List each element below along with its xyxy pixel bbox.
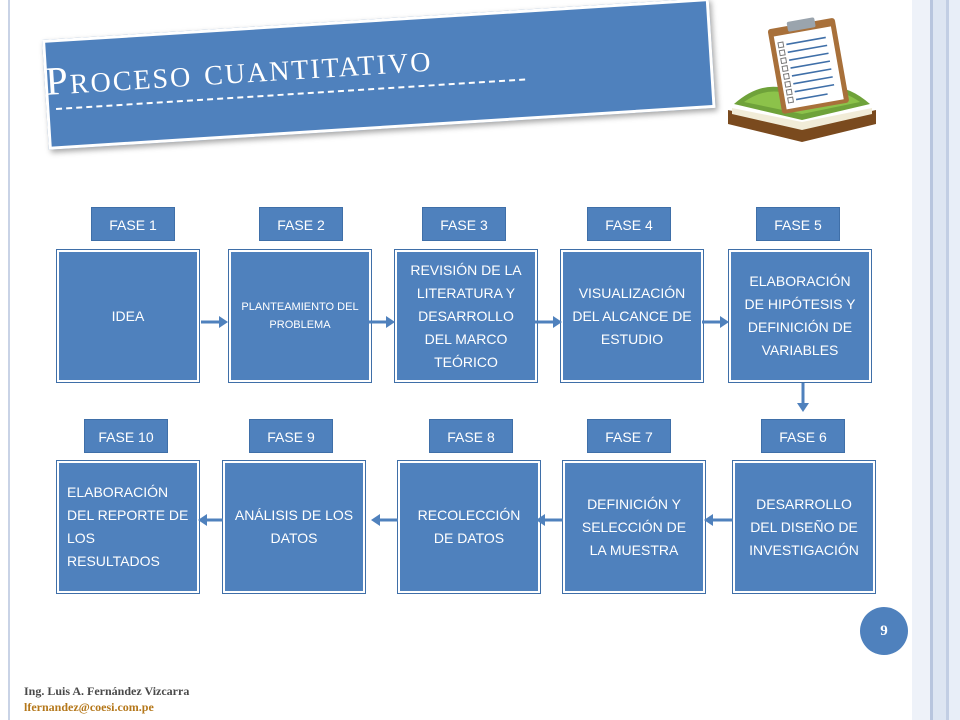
phase-box-8: RECOLECCIÓN DE DATOS: [398, 461, 540, 593]
phase-box-7: DEFINICIÓN Y SELECCIÓN DE LA MUESTRA: [563, 461, 705, 593]
phase-label-7: FASE 7: [587, 419, 671, 453]
footer: [24, 683, 189, 715]
phase-label-1: FASE 1: [91, 207, 175, 241]
arrow-right-1-2: [201, 314, 229, 330]
phase-box-1: IDEA: [57, 250, 199, 382]
arrow-down-5-6: [795, 383, 811, 413]
phase-label-9: FASE 9: [249, 419, 333, 453]
left-rule: [8, 0, 10, 720]
phase-label-4: FASE 4: [587, 207, 671, 241]
phase-box-10: ELABORACIÓN DEL REPORTE DE LOS RESULTADOS: [57, 461, 199, 593]
arrow-left-6-7: [703, 512, 733, 528]
arrow-right-4-5: [702, 314, 730, 330]
phase-label-8: FASE 8: [429, 419, 513, 453]
phase-box-4: VISUALIZACIÓN DEL ALCANCE DE ESTUDIO: [561, 250, 703, 382]
phase-label-10: FASE 10: [84, 419, 168, 453]
right-decoration: [912, 0, 960, 720]
arrow-left-7-8: [535, 512, 563, 528]
footer-author: Ing. Luis A. Fernández Vizcarra: [24, 684, 190, 698]
phase-box-2: PLANTEAMIENTO DEL PROBLEMA: [229, 250, 371, 382]
arrow-left-8-9: [370, 512, 398, 528]
book-clipboard-icon: [722, 14, 882, 152]
phase-box-6: DESARROLLO DEL DISEÑO DE INVESTIGACIÓN: [733, 461, 875, 593]
phase-label-3: FASE 3: [422, 207, 506, 241]
phase-label-2: FASE 2: [259, 207, 343, 241]
phase-box-5: ELABORACIÓN DE HIPÓTESIS Y DEFINICIÓN DE VARIABLES: [729, 250, 871, 382]
phase-label-6: FASE 6: [761, 419, 845, 453]
page-number-badge: 9: [860, 607, 908, 655]
phase-box-9: ANÁLISIS DE LOS DATOS: [223, 461, 365, 593]
phase-box-3: REVISIÓN DE LA LITERATURA Y DESARROLLO DEL MARCO TEÓRICO: [395, 250, 537, 382]
footer-email: lfernandez@coesi.com.pe: [24, 700, 154, 714]
arrow-right-2-3: [368, 314, 396, 330]
page-title: Proceso cuantitativo: [44, 34, 434, 104]
arrow-left-9-10: [197, 512, 223, 528]
arrow-right-3-4: [535, 314, 563, 330]
phase-label-5: FASE 5: [756, 207, 840, 241]
